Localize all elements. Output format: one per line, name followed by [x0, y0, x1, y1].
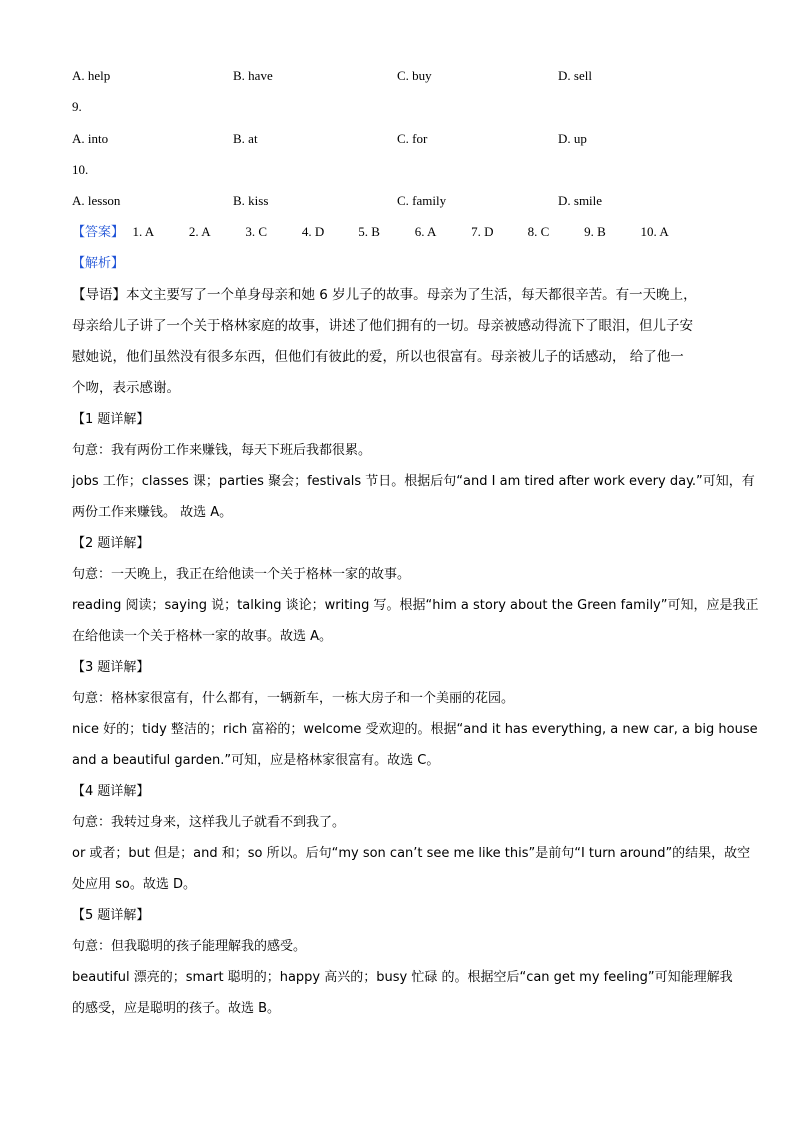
q10-number: 10. [72, 162, 89, 177]
q8-option-a: A. help [72, 68, 111, 83]
intro-paragraph [72, 280, 722, 404]
q10-option-b: B. kiss [233, 193, 269, 208]
detail-1-heading: 【1 题详解】 [72, 412, 150, 427]
q10-option-d: D. smile [558, 193, 603, 208]
q8-option-d: D. sell [558, 68, 592, 83]
detail-2-heading: 【2 题详解】 [72, 536, 150, 551]
q9-option-a: A. into [72, 131, 109, 146]
detail-4-heading: 【4 题详解】 [72, 784, 150, 799]
q10-option-c: C. family [397, 193, 447, 208]
detail-section-list [72, 404, 759, 1024]
intro-line: 【导语】本文主要写了一个单身母亲和她 6 岁儿子的故事。母亲为了生活，每天都很辛苦。有一天晚上， [72, 287, 697, 303]
q9-option-c: C. for [397, 131, 428, 146]
detail-5-line: beautiful 漂亮的；smart 聪明的；happy 高兴的；busy 忙碌 的。根据空后“can get my feeling”可知能理解我 [72, 970, 733, 985]
answer-item: 3. C [245, 224, 268, 239]
answer-item: 6. A [414, 224, 437, 239]
q10-option-a: A. lesson [72, 193, 121, 208]
answer-item: 4. D [301, 224, 325, 239]
answer-item: 8. C [527, 224, 550, 239]
q8-option-c: C. buy [397, 68, 432, 83]
detail-2-meaning: 句意：一天晚上，我正在给他读一个关于格林一家的故事。 [72, 567, 411, 582]
detail-3-heading: 【3 题详解】 [72, 660, 150, 675]
intro-line: 母亲给儿子讲了一个关于格林家庭的故事，讲述了他们拥有的一切。母亲被感动得流下了眼泪，但儿子安 [72, 318, 693, 334]
detail-2-line: reading 阅读；saying 说；talking 谈论；writing 写。根据“him a story about the Green family”可知，应是我正 [72, 598, 759, 613]
answer-item: 9. B [584, 224, 606, 239]
detail-4-line: or 或者；but 但是；and 和；so 所以。后句“my son can’t see me like this”是前句“I turn around”的结果，故空 [72, 846, 751, 861]
answer-line [72, 223, 693, 242]
q9-option-d: D. up [558, 131, 587, 146]
answer-item: 10. A [640, 224, 669, 239]
detail-3-line: and a beautiful garden.”可知，应是格林家很富有。故选 C。 [72, 753, 440, 768]
detail-3-line: nice 好的；tidy 整洁的；rich 富裕的；welcome 受欢迎的。根据“and it has everything, a new car, a big house [72, 722, 758, 737]
detail-2-line: 在给他读一个关于格林一家的故事。故选 A。 [72, 629, 333, 644]
detail-4-meaning: 句意：我转过身来，这样我儿子就看不到我了。 [72, 815, 346, 830]
answer-item: 1. A [132, 224, 155, 239]
q8-option-b: B. have [233, 68, 273, 83]
detail-5-meaning: 句意：但我聪明的孩子能理解我的感受。 [72, 939, 307, 954]
answer-item: 7. D [471, 224, 494, 239]
detail-5-line: 的感受，应是聪明的孩子。故选 B。 [72, 1001, 281, 1016]
detail-5-heading: 【5 题详解】 [72, 908, 150, 923]
intro-line: 个吻，表示感谢。 [72, 380, 180, 396]
answer-item: 2. A [188, 224, 211, 239]
detail-1-meaning: 句意：我有两份工作来赚钱，每天下班后我都很累。 [72, 443, 372, 458]
detail-1-line: 两份工作来赚钱。 故选 A。 [72, 505, 233, 520]
q9-option-b: B. at [233, 131, 258, 146]
answer-item: 5. B [358, 224, 380, 239]
detail-3-meaning: 句意：格林家很富有，什么都有，一辆新车，一栋大房子和一个美丽的花园。 [72, 691, 515, 706]
detail-1-line: jobs 工作；classes 课；parties 聚会；festivals 节日。根据后句“and I am tired after work every day.”可知，有 [72, 474, 755, 489]
answer-label: 【答案】 [72, 225, 125, 240]
detail-4-line: 处应用 so。故选 D。 [72, 877, 197, 892]
q9-number: 9. [72, 99, 82, 114]
intro-line: 慰她说，他们虽然没有很多东西，但他们有彼此的爱，所以也很富有。母亲被儿子的话感动， 给了他一 [72, 349, 684, 365]
analysis-label: 【解析】 [72, 256, 125, 271]
